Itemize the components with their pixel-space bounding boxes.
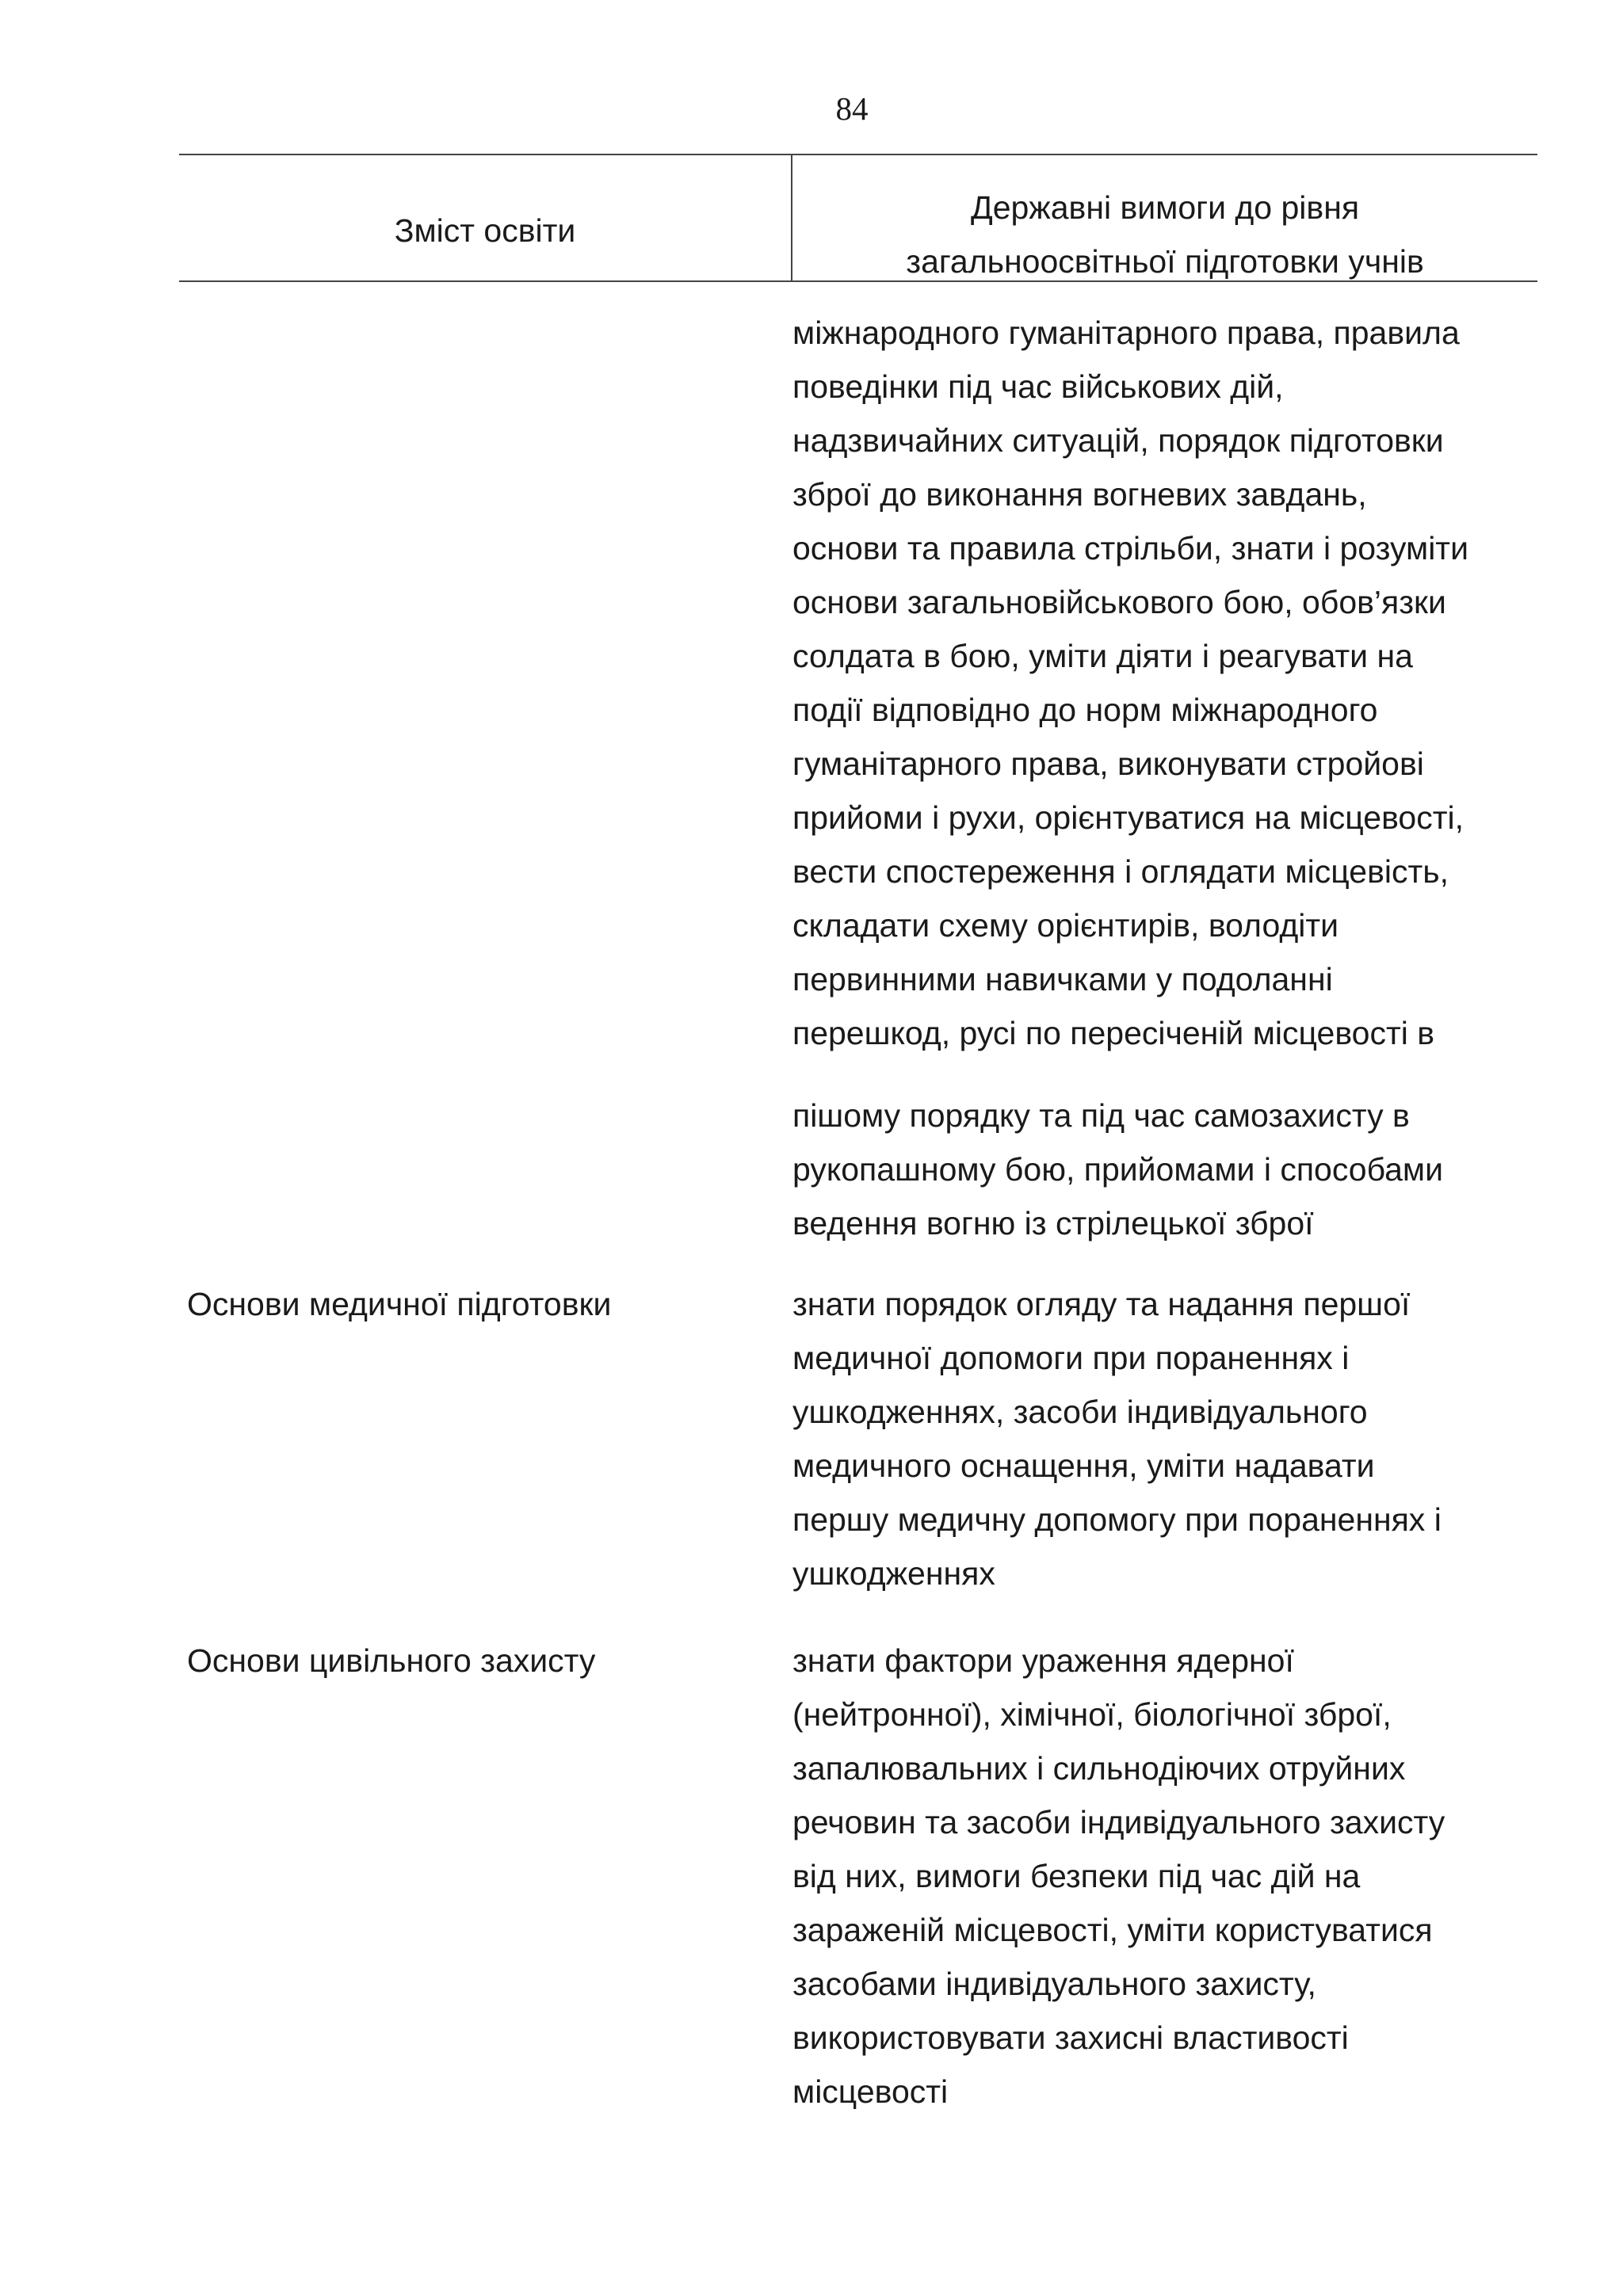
text-line: перешкод, русі по пересіченій місцевості в bbox=[792, 1015, 1435, 1051]
text-line: первинними навичками у подоланні bbox=[792, 961, 1333, 997]
column-header-requirements bbox=[792, 181, 1537, 288]
table-top-border bbox=[179, 154, 1537, 155]
text-line: медичної допомоги при пораненнях і bbox=[792, 1340, 1350, 1376]
text-line: знати фактори ураження ядерної bbox=[792, 1642, 1294, 1679]
text-line: зараженій місцевості, уміти користуватися bbox=[792, 1912, 1433, 1948]
text-line: від них, вимоги безпеки під час дій на bbox=[792, 1858, 1361, 1894]
text-line: ушкодженнях, засоби індивідуального bbox=[792, 1394, 1368, 1430]
text-line: події відповідно до норм міжнародного bbox=[792, 692, 1378, 728]
text-line: рукопашному бою, прийомами і способами bbox=[792, 1151, 1444, 1188]
text-line: гуманітарного права, виконувати стройові bbox=[792, 746, 1424, 782]
text-line: основи та правила стрільби, знати і розуміти bbox=[792, 530, 1468, 566]
text-line: (нейтронної), хімічної, біологічної зброї, bbox=[792, 1696, 1392, 1733]
text-line: солдата в бою, уміти діяти і реагувати на bbox=[792, 638, 1413, 674]
text-line: речовин та засоби індивідуального захисту bbox=[792, 1804, 1445, 1840]
text-line: зброї до виконання вогневих завдань, bbox=[792, 476, 1367, 513]
header-line: загальноосвітньої підготовки учнів bbox=[906, 243, 1424, 280]
text-line: медичного оснащення, уміти надавати bbox=[792, 1447, 1375, 1484]
text-line: першу медичну допомогу при пораненнях і bbox=[792, 1501, 1442, 1538]
text-line: місцевості bbox=[792, 2073, 949, 2110]
text-line: вести спостереження і оглядати місцевість, bbox=[792, 853, 1449, 890]
row-requirements-medical bbox=[792, 1277, 1553, 1600]
text-line: використовувати захисні властивості bbox=[792, 2019, 1349, 2056]
text-line: пішому порядку та під час самозахисту в bbox=[792, 1097, 1410, 1134]
text-line: надзвичайних ситуацій, порядок підготовки bbox=[792, 422, 1444, 459]
continuation-text-block bbox=[792, 306, 1553, 1060]
header-line: Державні вимоги до рівня bbox=[970, 189, 1360, 226]
row-content-civil-defense: Основи цивільного захисту bbox=[187, 1642, 596, 1679]
text-line: знати порядок огляду та надання першої bbox=[792, 1286, 1411, 1322]
column-header-content: Зміст освіти bbox=[394, 212, 576, 249]
text-line: міжнародного гуманітарного права, правила bbox=[792, 315, 1460, 351]
text-line: запалювальних і сильнодіючих отруйних bbox=[792, 1750, 1406, 1787]
text-line: складати схему орієнтирів, володіти bbox=[792, 907, 1339, 944]
continuation-text-block bbox=[792, 1089, 1553, 1250]
text-line: основи загальновійськового бою, обов’язки bbox=[792, 584, 1446, 620]
text-line: засобами індивідуального захисту, bbox=[792, 1966, 1316, 2002]
text-line: поведінки під час військових дій, bbox=[792, 368, 1284, 405]
page-number: 84 bbox=[835, 90, 869, 127]
text-line: прийоми і рухи, орієнтуватися на місцевості, bbox=[792, 799, 1464, 836]
row-content-medical: Основи медичної підготовки bbox=[187, 1286, 612, 1322]
text-line: ушкодженнях bbox=[792, 1555, 995, 1592]
row-requirements-civil-defense bbox=[792, 1634, 1553, 2119]
text-line: ведення вогню із стрілецької зброї bbox=[792, 1205, 1314, 1241]
